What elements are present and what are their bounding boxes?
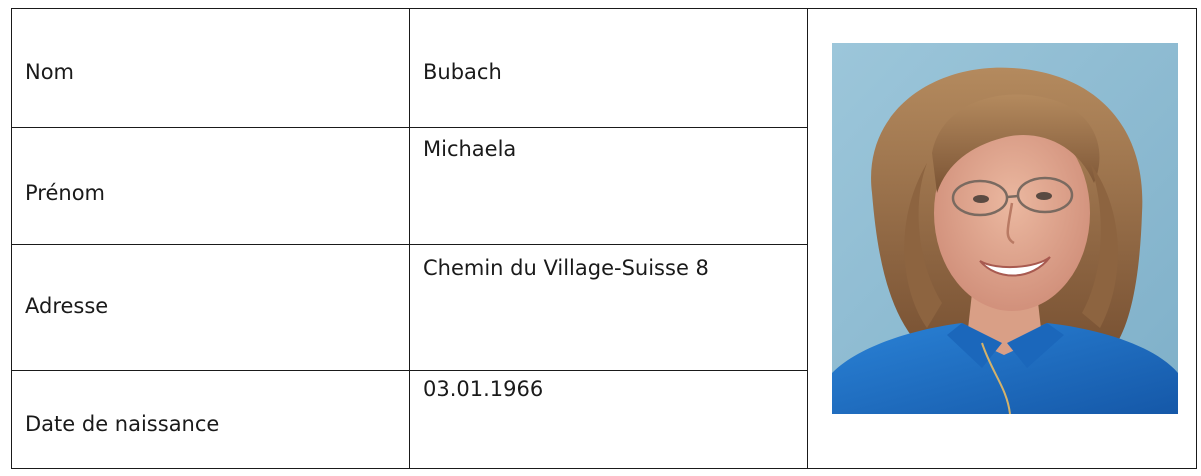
portrait-photo xyxy=(832,43,1178,414)
label-nom: Nom xyxy=(25,60,75,84)
value-cell xyxy=(410,128,808,245)
value-prenom: Michaela xyxy=(423,137,517,161)
value-nom: Bubach xyxy=(423,60,502,84)
value-date-de-naissance: 03.01.1966 xyxy=(423,377,544,401)
label-cell xyxy=(12,245,410,371)
value-cell xyxy=(410,9,808,128)
label-prenom: Prénom xyxy=(25,181,106,205)
identity-table xyxy=(11,8,1197,469)
label-cell xyxy=(12,371,410,469)
table-row-nom xyxy=(12,9,1197,128)
eye-left xyxy=(973,195,989,203)
value-adresse: Chemin du Village-Suisse 8 xyxy=(423,256,709,280)
label-cell xyxy=(12,128,410,245)
value-cell xyxy=(410,245,808,371)
label-adresse: Adresse xyxy=(25,294,109,318)
label-cell xyxy=(12,9,410,128)
label-date-de-naissance: Date de naissance xyxy=(25,412,220,436)
eye-right xyxy=(1036,192,1052,200)
photo-cell xyxy=(808,9,1197,469)
value-cell xyxy=(410,371,808,469)
